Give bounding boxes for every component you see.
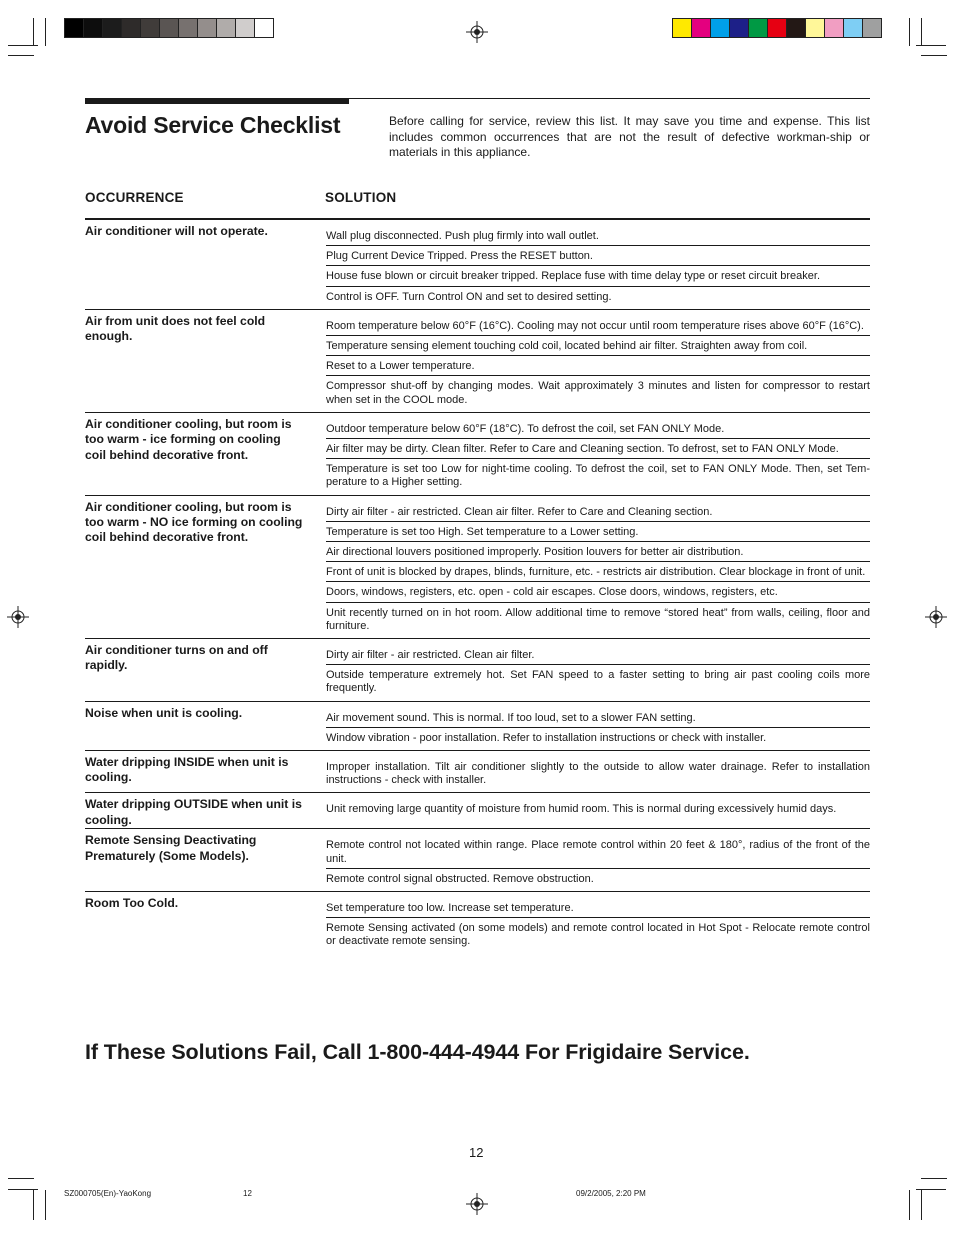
color-swatch bbox=[806, 19, 825, 37]
checklist-row bbox=[85, 792, 870, 828]
checklist-row bbox=[85, 828, 870, 891]
solution-item: Remote control not located within range. Place remote control within 20 feet & 180°, radius of the front of the unit. bbox=[326, 835, 870, 868]
solution-column-header: SOLUTION bbox=[325, 190, 397, 205]
solution-item: Temperature is set too High. Set temperature to a Lower setting. bbox=[326, 522, 870, 542]
solution-item: Remote control signal obstructed. Remove obstruction. bbox=[326, 872, 594, 885]
checklist-row bbox=[85, 495, 870, 638]
solution-item: Outside temperature extremely hot. Set FAN speed to a faster setting to bring air past cooling coils more frequently. bbox=[326, 669, 870, 695]
solution-item: Plug Current Device Tripped. Press the RESET button. bbox=[326, 246, 870, 266]
occurrence-text: Noise when unit is cooling. bbox=[85, 705, 243, 720]
color-swatch bbox=[730, 19, 749, 37]
slug-file: SZ000705(En)-YaoKong bbox=[64, 1189, 152, 1198]
color-swatch bbox=[844, 19, 863, 37]
occurrence-text: Room Too Cold. bbox=[85, 895, 179, 910]
color-swatch bbox=[103, 19, 122, 37]
occurrence-text: Water dripping INSIDE when unit is cooling. bbox=[85, 755, 289, 785]
gray-scale-bar bbox=[64, 18, 274, 38]
registration-mark-icon bbox=[7, 606, 29, 628]
color-swatch bbox=[787, 19, 806, 37]
occurrence-text: Air from unit does not feel cold enough. bbox=[85, 313, 266, 344]
color-swatch bbox=[122, 19, 141, 37]
solution-item: Air movement sound. This is normal. If too loud, set to a slower FAN setting. bbox=[326, 708, 870, 728]
solution-item: Temperature is set too Low for night-time cooling. To defrost the coil, set to FAN ONLY Mode. Then, set Tem-perature to a Higher setting. bbox=[326, 463, 870, 489]
intro-paragraph: Before calling for service, review this list. It may save you time and expense. This list includes common occurrences that are not the result of defective workman-ship or materials in this appliance. bbox=[389, 114, 870, 159]
registration-mark-icon bbox=[466, 1193, 488, 1215]
slug-page: 12 bbox=[243, 1189, 252, 1198]
solution-item: Doors, windows, registers, etc. open - cold air escapes. Close doors, windows, registers, etc. bbox=[326, 582, 870, 602]
registration-mark-icon bbox=[925, 606, 947, 628]
title-rule bbox=[85, 98, 349, 104]
solution-list bbox=[326, 892, 870, 954]
checklist-row bbox=[85, 309, 870, 412]
checklist-table bbox=[85, 218, 870, 954]
occurrence-text: Air conditioner cooling, but room is too warm - ice forming on cooling coil behind decorative front. bbox=[85, 416, 292, 462]
checklist-row bbox=[85, 638, 870, 701]
page-title: Avoid Service Checklist bbox=[85, 112, 341, 138]
solution-item: Improper installation. Tilt air conditioner slightly to the outside to allow water drainage. Refer to installation instructions - check with installer. bbox=[326, 761, 870, 787]
color-swatch bbox=[84, 19, 103, 37]
solution-list bbox=[326, 793, 870, 828]
occurrence-text: Remote Sensing Deactivating Prematurely (Some Models). bbox=[85, 833, 257, 863]
color-swatch bbox=[768, 19, 787, 37]
solution-item: Temperature sensing element touching cold coil, located behind air filter. Straighten away from coil. bbox=[326, 336, 870, 356]
solution-item: Wall plug disconnected. Push plug firmly into wall outlet. bbox=[326, 226, 870, 246]
occurrence-text: Air conditioner cooling, but room is too warm - NO ice forming on cooling coil behind decorative front. bbox=[85, 499, 303, 545]
solution-item: Air filter may be dirty. Clean filter. Refer to Care and Cleaning section. To defrost, set to FAN ONLY Mode. bbox=[326, 439, 870, 459]
checklist-row bbox=[85, 412, 870, 495]
solution-list bbox=[326, 751, 870, 792]
solution-list bbox=[326, 310, 870, 412]
header-divider bbox=[349, 98, 870, 99]
solution-item: Air directional louvers positioned improperly. Position louvers for better air distribution. bbox=[326, 542, 870, 562]
solution-list bbox=[326, 702, 870, 750]
color-swatch bbox=[160, 19, 179, 37]
color-swatch bbox=[863, 19, 881, 37]
solution-list bbox=[326, 639, 870, 701]
color-swatch bbox=[825, 19, 844, 37]
occurrence-text: Air conditioner will not operate. bbox=[85, 224, 268, 238]
color-bar bbox=[672, 18, 882, 38]
color-swatch bbox=[179, 19, 198, 37]
color-swatch bbox=[692, 19, 711, 37]
solution-item: Unit removing large quantity of moisture from humid room. This is normal during excessively humid days. bbox=[326, 803, 837, 816]
color-swatch bbox=[749, 19, 768, 37]
occurrence-text: Air conditioner turns on and off rapidly. bbox=[85, 643, 268, 673]
solution-item: Outdoor temperature below 60°F (18°C). To defrost the coil, set FAN ONLY Mode. bbox=[326, 419, 870, 439]
color-swatch bbox=[711, 19, 730, 37]
solution-item: Front of unit is blocked by drapes, blinds, furniture, etc. - restricts air distribution. Clear blockage in front of unit. bbox=[326, 562, 870, 582]
checklist-row bbox=[85, 218, 870, 309]
solution-list bbox=[326, 220, 870, 309]
service-call-line: If These Solutions Fail, Call 1-800-444-4944 For Frigidaire Service. bbox=[85, 1040, 750, 1064]
color-swatch bbox=[673, 19, 692, 37]
solution-list bbox=[326, 496, 870, 638]
occurrence-column-header: OCCURRENCE bbox=[85, 190, 184, 205]
color-swatch bbox=[236, 19, 255, 37]
solution-item: Dirty air filter - air restricted. Clean air filter. Refer to Care and Cleaning section. bbox=[326, 502, 870, 522]
slug-timestamp: 09/2/2005, 2:20 PM bbox=[576, 1189, 646, 1198]
checklist-row bbox=[85, 750, 870, 792]
checklist-row bbox=[85, 891, 870, 954]
solution-item: Control is OFF. Turn Control ON and set to desired setting. bbox=[326, 290, 612, 303]
solution-item: Unit recently turned on in hot room. Allow additional time to remove “stored heat” from walls, ceiling, floor and furniture. bbox=[326, 606, 870, 632]
solution-list bbox=[326, 829, 870, 891]
occurrence-text: Water dripping OUTSIDE when unit is cooling. bbox=[85, 797, 302, 827]
solution-item: Remote Sensing activated (on some models) and remote control located in Hot Spot - Relocate remote control or deactivate remote sensing. bbox=[326, 922, 870, 948]
checklist-row bbox=[85, 701, 870, 750]
solution-list bbox=[326, 413, 870, 495]
solution-item: Set temperature too low. Increase set temperature. bbox=[326, 898, 870, 918]
solution-item: House fuse blown or circuit breaker tripped. Replace fuse with time delay type or reset circuit breaker. bbox=[326, 266, 870, 286]
solution-item: Reset to a Lower temperature. bbox=[326, 356, 870, 376]
solution-item: Window vibration - poor installation. Refer to installation instructions or check with installer. bbox=[326, 731, 767, 744]
color-swatch bbox=[141, 19, 160, 37]
color-swatch bbox=[198, 19, 217, 37]
color-swatch bbox=[217, 19, 236, 37]
page-number: 12 bbox=[469, 1145, 484, 1160]
registration-mark-icon bbox=[466, 21, 488, 43]
solution-item: Room temperature below 60°F (16°C). Cooling may not occur until room temperature rises above 60°F (16°C). bbox=[326, 316, 870, 336]
solution-item: Compressor shut-off by changing modes. Wait approximately 3 minutes and listen for compressor to restart when set in the COOL mode. bbox=[326, 380, 870, 406]
color-swatch bbox=[255, 19, 273, 37]
color-swatch bbox=[65, 19, 84, 37]
solution-item: Dirty air filter - air restricted. Clean air filter. bbox=[326, 645, 870, 665]
